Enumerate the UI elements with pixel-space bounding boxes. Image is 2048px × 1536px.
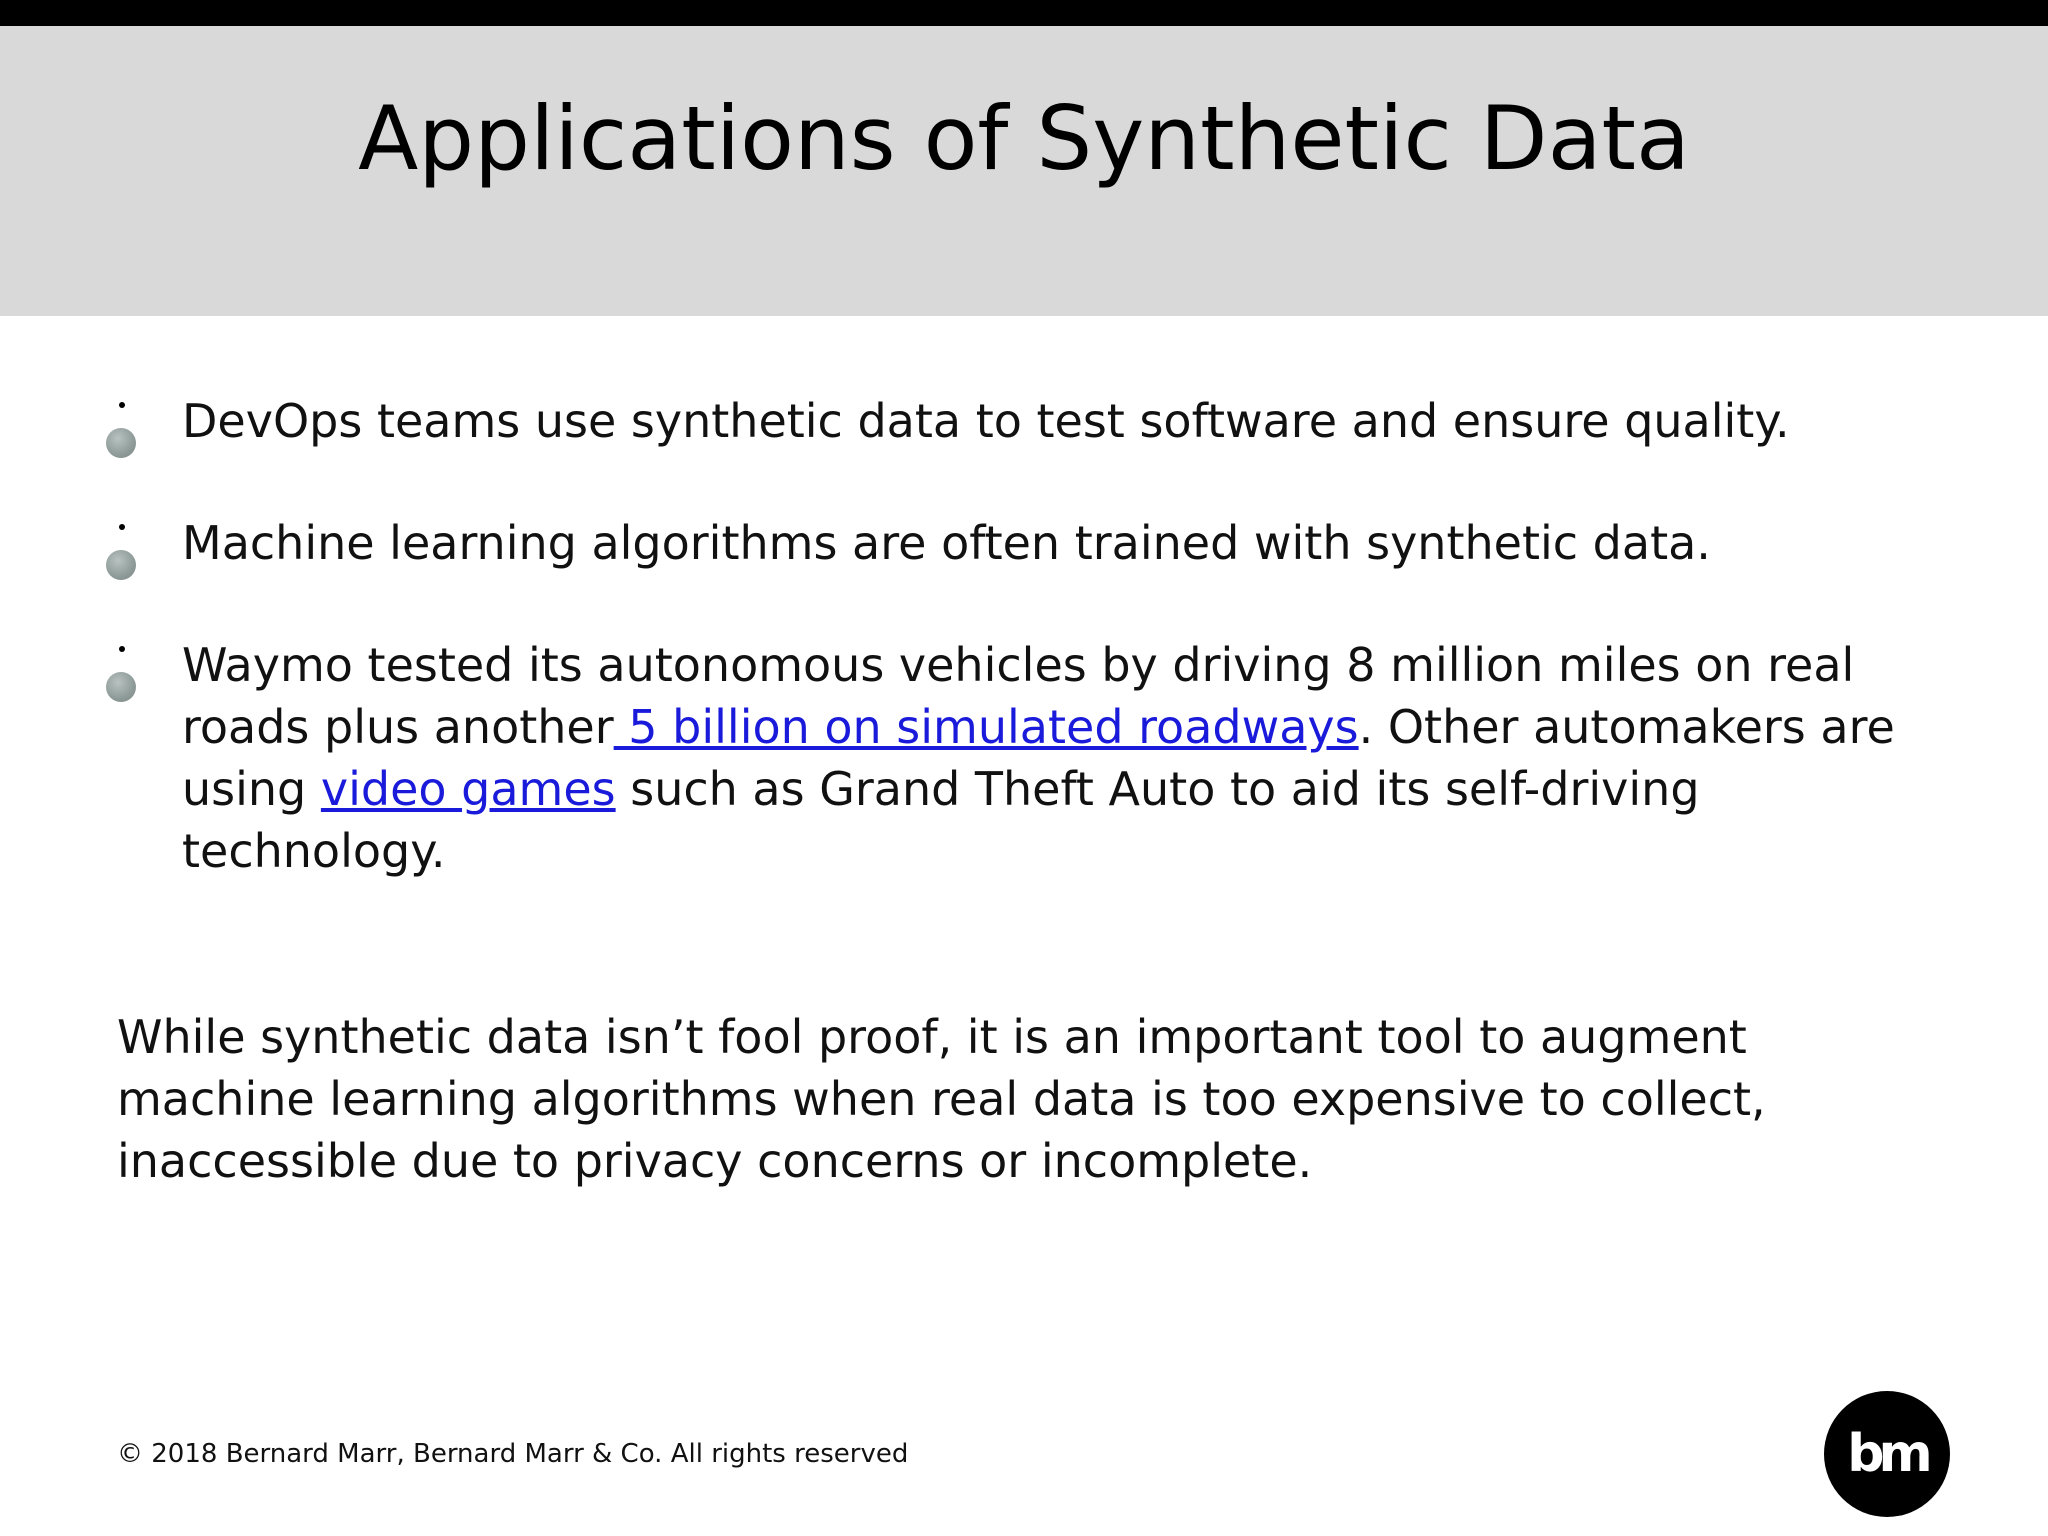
simulated-roadways-link[interactable]: 5 billion on simulated roadways — [613, 700, 1359, 754]
bullet-circle-icon — [106, 550, 136, 580]
top-bar — [0, 0, 2048, 26]
bullet-dot-icon — [119, 524, 125, 530]
bullet-text — [182, 638, 1895, 878]
bullet-text: Machine learning algorithms are often trained with synthetic data. — [182, 516, 1711, 570]
bullet-text: DevOps teams use synthetic data to test software and ensure quality. — [182, 394, 1790, 448]
bullet-circle-icon — [106, 428, 136, 458]
video-games-link[interactable]: video games — [320, 762, 616, 816]
bullet-circle-icon — [106, 672, 136, 702]
bullet-text-part: such as Grand Theft Auto to aid its self-driving technology. — [182, 762, 1700, 878]
bullet-list — [100, 390, 1900, 882]
bullet-text-part: Waymo tested its autonomous vehicles by driving 8 million miles on real roads plus another — [182, 638, 1855, 754]
bullet-item-machine-learning — [100, 512, 1900, 574]
bm-logo — [1824, 1391, 1950, 1517]
logo-text: bm — [1847, 1424, 1927, 1484]
copyright-footer: © 2018 Bernard Marr, Bernard Marr & Co. All rights reserved — [117, 1439, 909, 1469]
bullet-item-waymo — [100, 634, 1900, 882]
bullet-text-part: . Other automakers are using — [182, 700, 1895, 816]
bullet-item-devops — [100, 390, 1900, 452]
slide-title: Applications of Synthetic Data — [358, 87, 1690, 190]
conclusion-paragraph: While synthetic data isn’t fool proof, it is an important tool to augment machine learning algorithms when real data is too expensive to collect, inaccessible due to privacy concerns or incomplete. — [117, 1010, 1766, 1188]
bullet-dot-icon — [119, 402, 125, 408]
bullet-dot-icon — [119, 646, 125, 652]
